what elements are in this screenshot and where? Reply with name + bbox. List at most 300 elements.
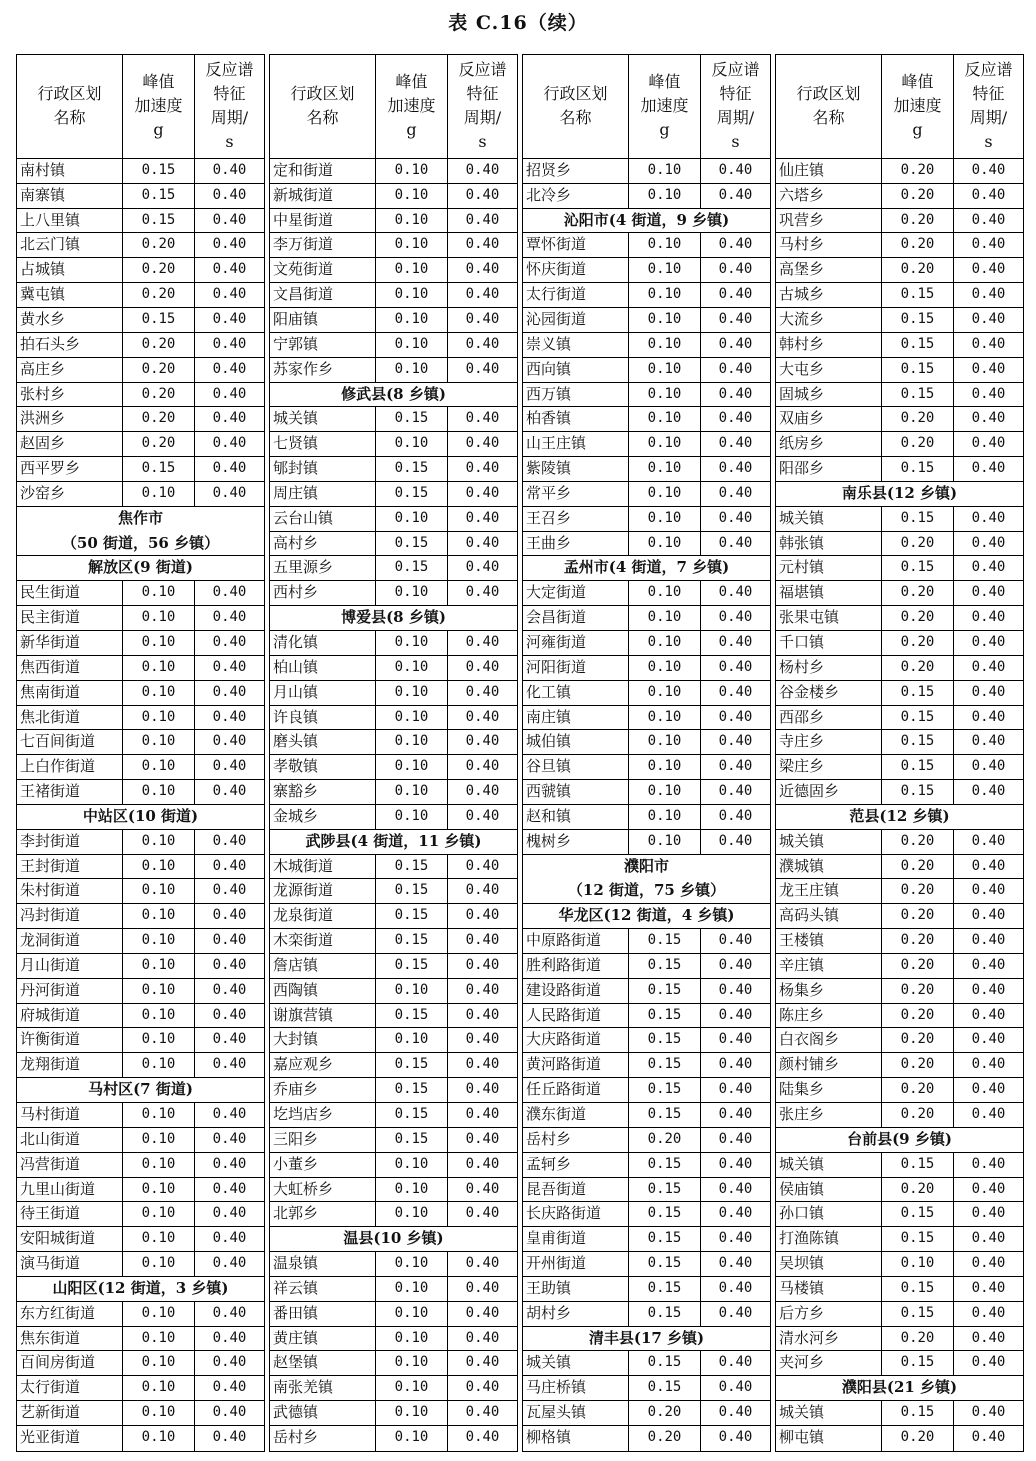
characteristic-period: 0.40	[971, 435, 1006, 452]
table-row	[523, 606, 770, 631]
section-heading: 温县(10 乡镇)	[343, 1229, 444, 1248]
region-name: 马村乡	[776, 233, 882, 257]
characteristic-period: 0.40	[465, 1180, 500, 1197]
peak-acceleration: 0.20	[882, 159, 954, 183]
characteristic-period: 0.40	[971, 956, 1006, 973]
peak-acceleration: 0.10	[629, 507, 701, 531]
table-row	[17, 706, 264, 731]
characteristic-period: 0.40	[465, 509, 500, 526]
peak-acceleration: 0.10	[123, 1252, 195, 1276]
peak-acceleration: 0.10	[376, 1178, 448, 1202]
region-name: 许良镇	[270, 706, 376, 730]
peak-acceleration: 0.10	[376, 358, 448, 382]
table-row	[270, 855, 517, 880]
characteristic-period: 0.40	[971, 1155, 1006, 1172]
table-row	[523, 1004, 770, 1029]
characteristic-period: 0.40	[212, 1205, 247, 1222]
table-row	[17, 1103, 264, 1128]
peak-acceleration: 0.10	[123, 954, 195, 978]
table-row	[523, 1153, 770, 1178]
region-name: 南庄镇	[523, 706, 629, 730]
region-name: 巩营乡	[776, 209, 882, 233]
table-row	[523, 706, 770, 731]
region-name: 艺新街道	[17, 1401, 123, 1425]
characteristic-period: 0.40	[718, 385, 753, 402]
table-row	[270, 656, 517, 681]
table-row	[776, 1426, 1023, 1451]
peak-acceleration: 0.10	[629, 258, 701, 282]
region-name: 城关镇	[523, 1351, 629, 1375]
region-name: 大屯乡	[776, 358, 882, 382]
table-row	[270, 184, 517, 209]
table-row	[270, 1401, 517, 1426]
peak-acceleration: 0.20	[882, 1078, 954, 1102]
peak-acceleration: 0.10	[123, 1178, 195, 1202]
table-row	[523, 979, 770, 1004]
characteristic-period: 0.40	[212, 1031, 247, 1048]
characteristic-period: 0.40	[718, 534, 753, 551]
characteristic-period: 0.40	[465, 236, 500, 253]
region-name: 覃怀街道	[523, 233, 629, 257]
region-name: 阳庙镇	[270, 308, 376, 332]
characteristic-period: 0.40	[718, 1130, 753, 1147]
table-row	[17, 954, 264, 979]
table-row	[776, 904, 1023, 929]
characteristic-period: 0.40	[971, 1031, 1006, 1048]
region-name: 许衡街道	[17, 1028, 123, 1052]
characteristic-period: 0.40	[212, 1404, 247, 1421]
region-name: 丹河街道	[17, 979, 123, 1003]
table-row	[523, 1252, 770, 1277]
characteristic-period: 0.40	[212, 236, 247, 253]
characteristic-period: 0.40	[465, 1081, 500, 1098]
section-heading: 修武县(8 乡镇)	[341, 384, 446, 403]
table-row	[523, 333, 770, 358]
characteristic-period: 0.40	[971, 161, 1006, 178]
peak-acceleration: 0.20	[882, 184, 954, 208]
table-row	[776, 979, 1023, 1004]
characteristic-period: 0.40	[971, 385, 1006, 402]
characteristic-period: 0.40	[212, 956, 247, 973]
table-row	[270, 1376, 517, 1401]
header-accel: 峰值 加速度 g	[882, 55, 954, 158]
characteristic-period: 0.40	[465, 758, 500, 775]
region-name: 大定街道	[523, 581, 629, 605]
characteristic-period: 0.40	[971, 1279, 1006, 1296]
region-name: 陆集乡	[776, 1078, 882, 1102]
region-name: 拍石头乡	[17, 333, 123, 357]
peak-acceleration: 0.15	[882, 1227, 954, 1251]
section-heading-row	[523, 879, 770, 904]
peak-acceleration: 0.10	[123, 904, 195, 928]
table-row	[523, 1053, 770, 1078]
characteristic-period: 0.40	[212, 435, 247, 452]
table-row	[776, 1078, 1023, 1103]
table-row	[270, 407, 517, 432]
section-heading: 濮阳县(21 乡镇)	[841, 1378, 958, 1397]
table-row	[523, 1178, 770, 1203]
section-heading-row	[270, 830, 517, 855]
characteristic-period: 0.40	[212, 882, 247, 899]
peak-acceleration: 0.15	[882, 358, 954, 382]
region-name: 新城街道	[270, 184, 376, 208]
peak-acceleration: 0.15	[376, 1004, 448, 1028]
peak-acceleration: 0.10	[629, 383, 701, 407]
section-heading: 博爱县(8 乡镇)	[341, 608, 446, 627]
section-heading: 焦作市	[117, 508, 163, 527]
region-name: 冯营街道	[17, 1153, 123, 1177]
characteristic-period: 0.40	[718, 981, 753, 998]
peak-acceleration: 0.10	[123, 1004, 195, 1028]
region-name: 陈庄乡	[776, 1004, 882, 1028]
table-row	[270, 482, 517, 507]
section-heading-row	[17, 1277, 264, 1302]
table-row	[523, 681, 770, 706]
table-row	[523, 1103, 770, 1128]
characteristic-period: 0.40	[212, 1155, 247, 1172]
table-row	[17, 184, 264, 209]
region-name: 谷旦镇	[523, 755, 629, 779]
table-row	[17, 283, 264, 308]
peak-acceleration: 0.15	[882, 333, 954, 357]
region-name: 大虹桥乡	[270, 1178, 376, 1202]
section-heading: 孟州市(4 街道，7 乡镇)	[563, 558, 730, 577]
characteristic-period: 0.40	[971, 1081, 1006, 1098]
characteristic-period: 0.40	[718, 186, 753, 203]
characteristic-period: 0.40	[971, 658, 1006, 675]
table-row	[270, 308, 517, 333]
characteristic-period: 0.40	[212, 261, 247, 278]
region-name: 新华街道	[17, 631, 123, 655]
table-row	[270, 1351, 517, 1376]
peak-acceleration: 0.10	[629, 407, 701, 431]
column-header	[17, 55, 264, 159]
peak-acceleration: 0.20	[882, 929, 954, 953]
peak-acceleration: 0.20	[123, 358, 195, 382]
region-name: 冀屯镇	[17, 283, 123, 307]
characteristic-period: 0.40	[971, 907, 1006, 924]
peak-acceleration: 0.15	[629, 954, 701, 978]
peak-acceleration: 0.20	[629, 1128, 701, 1152]
characteristic-period: 0.40	[971, 733, 1006, 750]
region-name: 南村镇	[17, 159, 123, 183]
characteristic-period: 0.40	[212, 360, 247, 377]
peak-acceleration: 0.20	[882, 1426, 954, 1451]
region-name: 柏山镇	[270, 656, 376, 680]
characteristic-period: 0.40	[718, 435, 753, 452]
table-row	[523, 730, 770, 755]
table-row	[270, 457, 517, 482]
peak-acceleration: 0.10	[376, 656, 448, 680]
section-heading: 范县(12 乡镇)	[849, 806, 950, 825]
peak-acceleration: 0.15	[629, 1227, 701, 1251]
region-name: 定和街道	[270, 159, 376, 183]
characteristic-period: 0.40	[465, 435, 500, 452]
region-name: 民生街道	[17, 581, 123, 605]
peak-acceleration: 0.20	[882, 1004, 954, 1028]
section-heading-row	[17, 507, 264, 532]
characteristic-period: 0.40	[212, 1428, 247, 1445]
peak-acceleration: 0.10	[376, 1277, 448, 1301]
table-row	[776, 1401, 1023, 1426]
region-name: 太行街道	[17, 1376, 123, 1400]
characteristic-period: 0.40	[971, 758, 1006, 775]
section-heading-row	[776, 482, 1023, 507]
characteristic-period: 0.40	[212, 1354, 247, 1371]
table-row	[776, 1302, 1023, 1327]
characteristic-period: 0.40	[718, 832, 753, 849]
characteristic-period: 0.40	[465, 410, 500, 427]
column-header	[523, 55, 770, 159]
table-row	[17, 1401, 264, 1426]
characteristic-period: 0.40	[465, 956, 500, 973]
region-name: 寨豁乡	[270, 780, 376, 804]
peak-acceleration: 0.10	[123, 681, 195, 705]
table-row	[17, 407, 264, 432]
characteristic-period: 0.40	[971, 708, 1006, 725]
region-name: 黄庄镇	[270, 1327, 376, 1351]
characteristic-period: 0.40	[465, 807, 500, 824]
region-name: 昆吾街道	[523, 1178, 629, 1202]
characteristic-period: 0.40	[465, 1404, 500, 1421]
peak-acceleration: 0.15	[376, 1103, 448, 1127]
table-row	[523, 258, 770, 283]
peak-acceleration: 0.10	[629, 805, 701, 829]
region-name: 焦东街道	[17, 1327, 123, 1351]
table-row	[270, 706, 517, 731]
characteristic-period: 0.40	[212, 410, 247, 427]
table-row	[270, 1028, 517, 1053]
table-row	[17, 979, 264, 1004]
section-heading: 濮阳市	[623, 856, 669, 875]
region-name: 南张羌镇	[270, 1376, 376, 1400]
peak-acceleration: 0.20	[882, 631, 954, 655]
characteristic-period: 0.40	[718, 1279, 753, 1296]
section-heading-row	[17, 805, 264, 830]
peak-acceleration: 0.10	[376, 706, 448, 730]
table-row	[270, 681, 517, 706]
peak-acceleration: 0.10	[882, 1252, 954, 1276]
characteristic-period: 0.40	[465, 186, 500, 203]
region-name: 高村乡	[270, 532, 376, 556]
peak-acceleration: 0.15	[376, 407, 448, 431]
table-row	[776, 159, 1023, 184]
peak-acceleration: 0.10	[123, 755, 195, 779]
region-name: 东方红街道	[17, 1302, 123, 1326]
characteristic-period: 0.40	[971, 683, 1006, 700]
peak-acceleration: 0.10	[123, 929, 195, 953]
characteristic-period: 0.40	[212, 584, 247, 601]
region-name: 七百间街道	[17, 730, 123, 754]
region-name: 李封街道	[17, 830, 123, 854]
peak-acceleration: 0.10	[376, 1351, 448, 1375]
characteristic-period: 0.40	[971, 1404, 1006, 1421]
table-row	[270, 1053, 517, 1078]
peak-acceleration: 0.10	[376, 1252, 448, 1276]
region-name: 近德固乡	[776, 780, 882, 804]
region-name: 祥云镇	[270, 1277, 376, 1301]
region-name: 金城乡	[270, 805, 376, 829]
peak-acceleration: 0.15	[629, 1103, 701, 1127]
characteristic-period: 0.40	[212, 1130, 247, 1147]
peak-acceleration: 0.10	[376, 333, 448, 357]
table-row	[776, 358, 1023, 383]
peak-acceleration: 0.15	[882, 556, 954, 580]
table-row	[17, 482, 264, 507]
region-name: 柳格镇	[523, 1426, 629, 1451]
table-row	[523, 631, 770, 656]
region-name: 夹河乡	[776, 1351, 882, 1375]
table-row	[17, 1028, 264, 1053]
table-row	[270, 159, 517, 184]
characteristic-period: 0.40	[718, 410, 753, 427]
region-name: 赵和镇	[523, 805, 629, 829]
peak-acceleration: 0.10	[376, 979, 448, 1003]
table-row	[270, 1202, 517, 1227]
table-row	[523, 1426, 770, 1451]
peak-acceleration: 0.10	[629, 681, 701, 705]
peak-acceleration: 0.15	[376, 1128, 448, 1152]
characteristic-period: 0.40	[718, 460, 753, 477]
characteristic-period: 0.40	[718, 584, 753, 601]
peak-acceleration: 0.15	[882, 780, 954, 804]
peak-acceleration: 0.15	[123, 308, 195, 332]
peak-acceleration: 0.20	[882, 1178, 954, 1202]
table-row	[17, 1202, 264, 1227]
peak-acceleration: 0.10	[629, 755, 701, 779]
region-name: 龙洞街道	[17, 929, 123, 953]
region-name: 百间房街道	[17, 1351, 123, 1375]
characteristic-period: 0.40	[465, 534, 500, 551]
table-row	[17, 879, 264, 904]
table-row	[270, 507, 517, 532]
characteristic-period: 0.40	[718, 1255, 753, 1272]
peak-acceleration: 0.15	[376, 556, 448, 580]
region-name: 西虢镇	[523, 780, 629, 804]
section-heading: 武陟县(4 街道，11 乡镇)	[305, 831, 482, 850]
region-name: 清水河乡	[776, 1327, 882, 1351]
region-name: 孝敬镇	[270, 755, 376, 779]
table-row	[270, 879, 517, 904]
peak-acceleration: 0.10	[123, 606, 195, 630]
region-name: 中星街道	[270, 209, 376, 233]
region-name: 七贤镇	[270, 432, 376, 456]
characteristic-period: 0.40	[971, 882, 1006, 899]
table-row	[776, 507, 1023, 532]
region-name: 河雍街道	[523, 631, 629, 655]
table-column	[16, 54, 265, 1452]
region-name: 马庄桥镇	[523, 1376, 629, 1400]
table-row	[17, 1252, 264, 1277]
region-name: 乔庙乡	[270, 1078, 376, 1102]
characteristic-period: 0.40	[465, 484, 500, 501]
table-row	[17, 656, 264, 681]
region-name: 岳村乡	[270, 1426, 376, 1451]
table-row	[776, 383, 1023, 408]
peak-acceleration: 0.10	[376, 581, 448, 605]
region-name: 上八里镇	[17, 209, 123, 233]
table-row	[270, 929, 517, 954]
section-heading: 南乐县(12 乡镇)	[841, 483, 958, 502]
table-row	[776, 333, 1023, 358]
header-name: 行政区划 名称	[17, 55, 123, 158]
region-name: 龙翔街道	[17, 1053, 123, 1077]
region-name: 赵固乡	[17, 432, 123, 456]
peak-acceleration: 0.15	[376, 1078, 448, 1102]
peak-acceleration: 0.10	[123, 830, 195, 854]
table-row	[17, 1178, 264, 1203]
table-row	[776, 1227, 1023, 1252]
characteristic-period: 0.40	[212, 981, 247, 998]
characteristic-period: 0.40	[971, 932, 1006, 949]
characteristic-period: 0.40	[465, 683, 500, 700]
region-name: 嘉应观乡	[270, 1053, 376, 1077]
peak-acceleration: 0.10	[376, 432, 448, 456]
characteristic-period: 0.40	[465, 882, 500, 899]
section-heading-row	[270, 383, 517, 408]
peak-acceleration: 0.15	[376, 482, 448, 506]
table-row	[523, 233, 770, 258]
peak-acceleration: 0.10	[376, 805, 448, 829]
region-name: 人民路街道	[523, 1004, 629, 1028]
region-name: 辛庄镇	[776, 954, 882, 978]
peak-acceleration: 0.15	[882, 383, 954, 407]
section-heading-row	[523, 1327, 770, 1352]
peak-acceleration: 0.20	[629, 1401, 701, 1425]
region-name: 颜村铺乡	[776, 1053, 882, 1077]
peak-acceleration: 0.15	[123, 457, 195, 481]
peak-acceleration: 0.15	[629, 1178, 701, 1202]
peak-acceleration: 0.10	[629, 631, 701, 655]
peak-acceleration: 0.15	[882, 706, 954, 730]
peak-acceleration: 0.20	[882, 1327, 954, 1351]
characteristic-period: 0.40	[971, 534, 1006, 551]
region-name: 马村街道	[17, 1103, 123, 1127]
region-name: 木栾街道	[270, 929, 376, 953]
region-name: 韩张镇	[776, 532, 882, 556]
peak-acceleration: 0.10	[376, 1426, 448, 1451]
peak-acceleration: 0.10	[376, 1401, 448, 1425]
peak-acceleration: 0.10	[376, 1153, 448, 1177]
table-row	[776, 706, 1023, 731]
peak-acceleration: 0.20	[123, 432, 195, 456]
region-name: 待王街道	[17, 1202, 123, 1226]
characteristic-period: 0.40	[971, 857, 1006, 874]
table-row	[270, 581, 517, 606]
table-row	[17, 1327, 264, 1352]
table-row	[17, 780, 264, 805]
peak-acceleration: 0.10	[629, 283, 701, 307]
table-row	[17, 1227, 264, 1252]
table-row	[270, 432, 517, 457]
table-row	[270, 1426, 517, 1451]
peak-acceleration: 0.15	[629, 1277, 701, 1301]
region-name: 阳邵乡	[776, 457, 882, 481]
table-row	[270, 532, 517, 557]
peak-acceleration: 0.20	[882, 1053, 954, 1077]
region-name: 怀庆街道	[523, 258, 629, 282]
region-name: 大流乡	[776, 308, 882, 332]
table-row	[776, 283, 1023, 308]
peak-acceleration: 0.10	[123, 581, 195, 605]
peak-acceleration: 0.10	[123, 1426, 195, 1451]
peak-acceleration: 0.10	[376, 1202, 448, 1226]
peak-acceleration: 0.10	[123, 656, 195, 680]
region-name: 河阳街道	[523, 656, 629, 680]
section-heading: （12 街道，75 乡镇）	[567, 881, 726, 900]
region-name: 五里源乡	[270, 556, 376, 580]
characteristic-period: 0.40	[465, 360, 500, 377]
